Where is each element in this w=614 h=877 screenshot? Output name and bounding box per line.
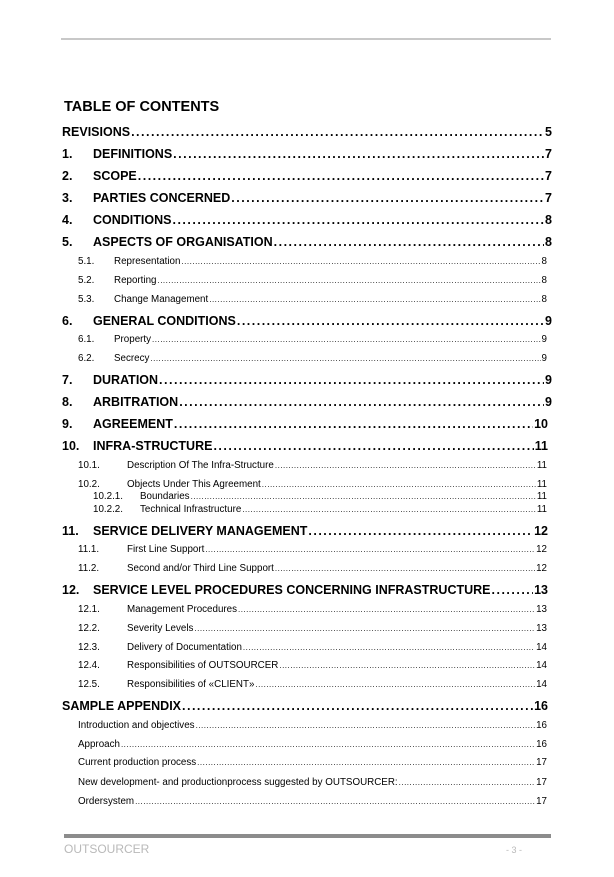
toc-entry[interactable] — [62, 504, 547, 515]
toc-entry-number: 5.3. — [78, 294, 95, 305]
toc-entry-number: 9. — [62, 417, 73, 431]
toc-entry-title: Delivery of Documentation — [127, 642, 242, 653]
toc-entry[interactable] — [62, 373, 552, 387]
toc-entry-title: Description Of The Infra-Structure — [127, 460, 274, 471]
toc-entry-title: Ordersystem — [78, 796, 135, 807]
toc-entry-number: 12.4. — [78, 660, 100, 671]
dot-leader — [213, 439, 533, 453]
dot-leader — [135, 797, 535, 806]
toc-entry-number: 5. — [62, 235, 73, 249]
toc-entry-number: 12.5. — [78, 679, 100, 690]
toc-entry-number: 12.1. — [78, 604, 100, 615]
dot-leader — [231, 191, 544, 205]
toc-entry-title: Change Management — [114, 294, 209, 305]
toc-entry[interactable] — [62, 524, 548, 538]
toc-entry-page: 11 — [536, 491, 547, 502]
toc-entry-title: AGREEMENT — [93, 417, 173, 431]
toc-entry[interactable] — [62, 417, 548, 431]
dot-leader — [243, 643, 535, 652]
toc-entry-page: 5 — [545, 125, 552, 139]
toc-entry[interactable] — [62, 777, 547, 788]
toc-entry-page: 8 — [545, 213, 552, 227]
toc-entry-page: 11 — [536, 479, 547, 490]
toc-entry[interactable] — [62, 275, 547, 286]
toc-entry-title: Introduction and objectives — [78, 720, 195, 731]
dot-leader — [173, 147, 544, 161]
toc-entry-page: 8 — [541, 256, 547, 267]
toc-entry-title: Reporting — [114, 275, 157, 286]
toc-entry[interactable] — [62, 699, 548, 713]
dot-leader — [209, 295, 540, 304]
toc-entry-page: 13 — [536, 623, 547, 634]
toc-entry-page: 11 — [536, 460, 547, 471]
toc-entry-title: Technical Infrastructure — [140, 504, 242, 515]
toc-entry[interactable] — [62, 491, 547, 502]
toc-entry[interactable] — [62, 314, 552, 328]
toc-entry[interactable] — [62, 583, 548, 597]
dot-leader — [242, 505, 536, 514]
toc-entry-title: DEFINITIONS — [93, 147, 173, 161]
toc-entry-title: Severity Levels — [127, 623, 194, 634]
dot-leader — [255, 680, 535, 689]
toc-entry[interactable] — [62, 147, 552, 161]
toc-entry-page: 14 — [536, 642, 547, 653]
dot-leader — [138, 169, 544, 183]
toc-entry-page: 9 — [541, 353, 547, 364]
toc-entry-page: 12 — [534, 524, 548, 538]
dot-leader — [274, 235, 544, 249]
toc-entry-title: GENERAL CONDITIONS — [93, 314, 236, 328]
toc-entry-number: 6. — [62, 314, 73, 328]
toc-entry-page: 12 — [536, 544, 547, 555]
dot-leader — [275, 564, 535, 573]
toc-entry-title: Responsibilities of OUTSOURCER — [127, 660, 279, 671]
dot-leader — [205, 545, 535, 554]
dot-leader — [237, 314, 544, 328]
toc-entry[interactable] — [62, 395, 552, 409]
toc-title: TABLE OF CONTENTS — [64, 99, 220, 115]
toc-entry-title: New development- and productionprocess suggested by OUTSOURCER: — [78, 777, 398, 788]
toc-entry-page: 16 — [536, 720, 547, 731]
toc-entry-number: 10.1. — [78, 460, 100, 471]
toc-entry-page: 8 — [541, 275, 547, 286]
toc-entry-number: 10.2.2. — [93, 504, 123, 515]
toc-entry[interactable] — [62, 720, 547, 731]
toc-entry-title: SCOPE — [93, 169, 137, 183]
toc-entry-page: 12 — [536, 563, 547, 574]
toc-entry[interactable] — [62, 479, 547, 490]
dot-leader — [174, 417, 533, 431]
toc-entry-number: 6.2. — [78, 353, 95, 364]
toc-entry-title: Second and/or Third Line Support — [127, 563, 274, 574]
dot-leader — [196, 721, 536, 730]
dot-leader — [194, 624, 535, 633]
dot-leader — [150, 354, 540, 363]
toc-entry-title: First Line Support — [127, 544, 205, 555]
toc-entry-number: 11.1. — [78, 544, 100, 555]
dot-leader — [159, 373, 544, 387]
toc-entry-page: 9 — [545, 314, 552, 328]
toc-entry[interactable] — [62, 191, 552, 205]
toc-entry[interactable] — [62, 660, 547, 671]
toc-entry[interactable] — [62, 235, 552, 249]
dot-leader — [152, 335, 541, 344]
toc-entry-page: 9 — [545, 395, 552, 409]
toc-entry-title: SERVICE LEVEL PROCEDURES CONCERNING INFRASTRUCTURE — [93, 583, 491, 597]
toc-entry-number: 10. — [62, 439, 80, 453]
toc-entry-page: 17 — [536, 777, 547, 788]
toc-entry-number: 12.3. — [78, 642, 100, 653]
toc-entry-number: 7. — [62, 373, 73, 387]
dot-leader — [308, 524, 533, 538]
toc-entry[interactable] — [62, 213, 552, 227]
toc-entry[interactable] — [62, 563, 547, 574]
toc-entry-number: 6.1. — [78, 334, 95, 345]
toc-entry-page: 16 — [536, 739, 547, 750]
dot-leader — [238, 605, 535, 614]
dot-leader — [399, 778, 535, 787]
toc-entry-number: 12. — [62, 583, 80, 597]
header-rule — [61, 38, 551, 40]
toc-entry-number: 3. — [62, 191, 73, 205]
toc-entry-page: 7 — [545, 169, 552, 183]
toc-entry-page: 16 — [534, 699, 548, 713]
toc-entry-number: 12.2. — [78, 623, 100, 634]
toc-entry-number: 8. — [62, 395, 73, 409]
toc-entry-title: SAMPLE APPENDIX — [62, 699, 182, 713]
toc-entry-page: 17 — [536, 757, 547, 768]
toc-entry-title: DURATION — [93, 373, 159, 387]
footer-rule — [64, 834, 551, 838]
toc-entry-page: 9 — [545, 373, 552, 387]
dot-leader — [197, 758, 535, 767]
toc-entry-page: 8 — [541, 294, 547, 305]
toc-entry-number: 11.2. — [78, 563, 100, 574]
toc-entry[interactable] — [62, 353, 547, 364]
toc-entry-number: 1. — [62, 147, 73, 161]
toc-entry-title: Management Procedures — [127, 604, 238, 615]
toc-entry[interactable] — [62, 334, 547, 345]
toc-entry[interactable] — [62, 125, 552, 139]
toc-entry-page: 17 — [536, 796, 547, 807]
footer-page-number: - 3 - — [506, 845, 523, 855]
dot-leader — [191, 492, 536, 501]
dot-leader — [172, 213, 544, 227]
toc-entry-page: 7 — [545, 191, 552, 205]
toc-entry-title: Property — [114, 334, 152, 345]
toc-entry-title: Current production process — [78, 757, 197, 768]
toc-entry-title: INFRA-STRUCTURE — [93, 439, 213, 453]
dot-leader — [279, 661, 535, 670]
toc-entry-page: 9 — [541, 334, 547, 345]
toc-entry-number: 11. — [62, 524, 79, 538]
dot-leader — [262, 480, 536, 489]
toc-entry-title: Approach — [78, 739, 120, 750]
dot-leader — [157, 276, 540, 285]
toc-entry-number: 2. — [62, 169, 73, 183]
toc-entry-page: 13 — [534, 583, 548, 597]
toc-entry-title: SERVICE DELIVERY MANAGEMENT — [93, 524, 308, 538]
toc-entry[interactable] — [62, 169, 552, 183]
toc-entry-title: Representation — [114, 256, 181, 267]
toc-entry-title: CONDITIONS — [93, 213, 172, 227]
toc-entry-page: 8 — [545, 235, 552, 249]
toc-entry[interactable] — [62, 604, 547, 615]
toc-entry-title: PARTIES CONCERNED — [93, 191, 231, 205]
toc-entry[interactable] — [62, 679, 547, 690]
toc-entry[interactable] — [62, 460, 547, 471]
toc-entry-number: 4. — [62, 213, 73, 227]
toc-entry-title: Responsibilities of «CLIENT» — [127, 679, 255, 690]
footer-company: OUTSOURCER — [64, 842, 150, 856]
toc-entry[interactable] — [62, 439, 548, 453]
toc-entry-page: 13 — [536, 604, 547, 615]
toc-entry-title: ARBITRATION — [93, 395, 179, 409]
toc-entry[interactable] — [62, 739, 547, 750]
toc-entry[interactable] — [62, 544, 547, 555]
toc-entry-page: 11 — [536, 504, 547, 515]
dot-leader — [275, 461, 536, 470]
toc-entry[interactable] — [62, 294, 547, 305]
toc-entry-page: 10 — [534, 417, 548, 431]
toc-entry-title: Secrecy — [114, 353, 150, 364]
dot-leader — [182, 699, 533, 713]
toc-entry-number: 5.2. — [78, 275, 95, 286]
dot-leader — [492, 583, 534, 597]
toc-entry[interactable] — [62, 623, 547, 634]
toc-entry-title: Boundaries — [140, 491, 190, 502]
dot-leader — [121, 740, 535, 749]
toc-entry-page: 11 — [534, 439, 548, 453]
dot-leader — [181, 257, 540, 266]
toc-entry-page: 7 — [545, 147, 552, 161]
toc-entry-page: 14 — [536, 660, 547, 671]
toc-entry[interactable] — [62, 642, 547, 653]
toc-entry-number: 10.2.1. — [93, 491, 123, 502]
toc-entry-title: REVISIONS — [62, 125, 131, 139]
toc-entry[interactable] — [62, 757, 547, 768]
toc-entry-number: 10.2. — [78, 479, 100, 490]
toc-entry[interactable] — [62, 796, 547, 807]
toc-entry-number: 5.1. — [78, 256, 95, 267]
toc-entry[interactable] — [62, 256, 547, 267]
dot-leader — [179, 395, 544, 409]
toc-entry-title: Objects Under This Agreement — [127, 479, 261, 490]
toc-entry-page: 14 — [536, 679, 547, 690]
dot-leader — [131, 125, 544, 139]
toc-entry-title: ASPECTS OF ORGANISATION — [93, 235, 273, 249]
